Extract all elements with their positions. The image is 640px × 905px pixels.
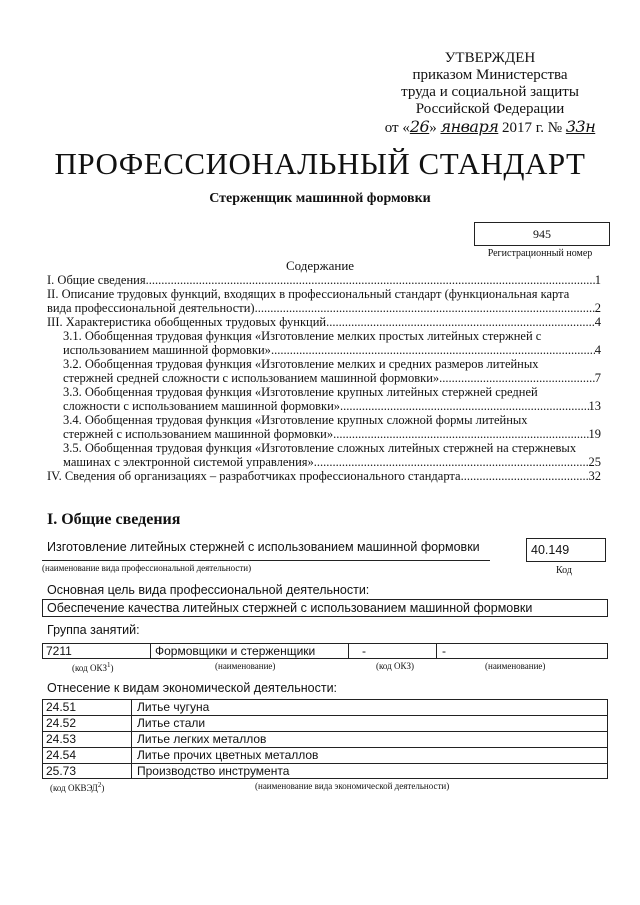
date-year: 2017 г. № xyxy=(498,120,566,136)
activity-code: 40.149 xyxy=(526,538,606,562)
econ-code: 24.54 xyxy=(46,748,77,762)
econ-name: Литье стали xyxy=(137,716,206,730)
approval-line: приказом Министерства xyxy=(412,67,568,83)
toc-item-cont: сложности с использованием машинной формовки» ..... 13 xyxy=(63,399,601,413)
econ-name: Литье прочих цветных металлов xyxy=(137,748,319,762)
approval-block xyxy=(360,50,620,137)
activity-caption: (наименование вида профессиональной деятельности) xyxy=(42,563,252,573)
group-code-2: - xyxy=(362,644,366,658)
toc xyxy=(47,273,601,483)
caption-name-2: (наименование) xyxy=(485,661,546,671)
econ-name: Литье чугуна xyxy=(137,700,210,714)
group-name: Формовщики и стерженщики xyxy=(155,644,316,658)
goal-value: Обеспечение качества литейных стержней с использованием машинной формовки xyxy=(42,599,608,617)
divider xyxy=(42,560,490,561)
divider xyxy=(42,747,608,748)
econ-label: Отнесение к видам экономической деятельности: xyxy=(47,681,338,695)
toc-item-cont: вида профессиональной деятельности) ..... 2 xyxy=(47,301,601,315)
approval-line: труда и социальной защиты xyxy=(401,84,579,100)
toc-item[interactable]: 3.5. Обобщенная трудовая функция «Изготовление сложных литейных стержней на стержневых xyxy=(63,441,577,455)
toc-item[interactable]: I. Общие сведения ..... 1 xyxy=(47,273,601,287)
divider xyxy=(131,699,132,779)
econ-code: 24.51 xyxy=(46,700,77,714)
date-mid: » xyxy=(429,120,441,136)
divider xyxy=(42,731,608,732)
econ-code: 24.52 xyxy=(46,716,77,730)
goal-label: Основная цель вида профессиональной деятельности: xyxy=(47,583,370,597)
toc-item-cont: стержней с использованием машинной формовки» ..... 19 xyxy=(63,427,601,441)
toc-item-cont: машинах с электронной системой управления» ..... 25 xyxy=(63,455,601,469)
econ-table xyxy=(42,699,608,779)
group-name-2: - xyxy=(442,644,446,658)
page-title: ПРОФЕССИОНАЛЬНЫЙ СТАНДАРТ xyxy=(54,146,586,181)
divider xyxy=(150,643,151,659)
registration-number: 945 xyxy=(474,222,610,246)
caption-code-okz: (код ОКЗ$^1$) xyxy=(72,661,114,673)
group-table xyxy=(42,643,608,659)
econ-name: Производство инструмента xyxy=(137,764,290,778)
approval-line: УТВЕРЖДЕН xyxy=(444,50,536,66)
toc-item[interactable]: III. Характеристика обобщенных трудовых функций ..... 4 xyxy=(47,315,601,329)
section-heading: I. Общие сведения xyxy=(47,511,181,528)
registration-label: Регистрационный номер xyxy=(487,248,593,259)
approval-line: Российской Федерации xyxy=(415,101,565,117)
activity-name: Изготовление литейных стержней с использованием машинной формовки xyxy=(47,540,480,554)
caption-code-okved: (код ОКВЭД$^2$) xyxy=(50,781,105,793)
toc-item[interactable]: IV. Сведения об организациях – разработчиках профессионального стандарта ..... 32 xyxy=(47,469,601,483)
group-label: Группа занятий: xyxy=(47,623,140,637)
date-month: января xyxy=(440,117,499,136)
toc-item[interactable]: 3.2. Обобщенная трудовая функция «Изготовление мелких и средних размеров литейных xyxy=(63,357,539,371)
order-number: 33н xyxy=(565,117,596,136)
econ-code: 25.73 xyxy=(46,764,77,778)
toc-item[interactable]: 3.4. Обобщенная трудовая функция «Изготовление крупных сложной формы литейных xyxy=(63,413,528,427)
date-day: 26 xyxy=(409,117,430,136)
group-code: 7211 xyxy=(46,644,72,658)
approval-date xyxy=(360,118,620,137)
caption-name: (наименование) xyxy=(215,661,276,671)
econ-name: Литье легких металлов xyxy=(137,732,267,746)
toc-item[interactable]: 3.3. Обобщенная трудовая функция «Изготовление крупных литейных стержней средней xyxy=(63,385,538,399)
date-prefix: от « xyxy=(384,120,410,136)
divider xyxy=(436,643,437,659)
toc-item[interactable]: 3.1. Обобщенная трудовая функция «Изготовление мелких простых литейных стержней с xyxy=(63,329,542,343)
page-subtitle: Стерженщик машинной формовки xyxy=(209,191,431,206)
divider xyxy=(42,715,608,716)
toc-item[interactable]: II. Описание трудовых функций, входящих в профессиональный стандарт (функциональная карта xyxy=(47,287,570,301)
caption-econ-name: (наименование вида экономической деятельности) xyxy=(255,781,450,791)
toc-item-cont: использованием машинной формовки» ..... 4 xyxy=(63,343,601,357)
divider xyxy=(348,643,349,659)
econ-code: 24.53 xyxy=(46,732,77,746)
caption-code-okz-2: (код ОКЗ) xyxy=(376,661,414,671)
divider xyxy=(42,763,608,764)
toc-item-cont: стержней средней сложности с использованием машинной формовки» ..... 7 xyxy=(63,371,601,385)
contents-title: Содержание xyxy=(285,258,355,273)
code-caption: Код xyxy=(556,565,572,576)
